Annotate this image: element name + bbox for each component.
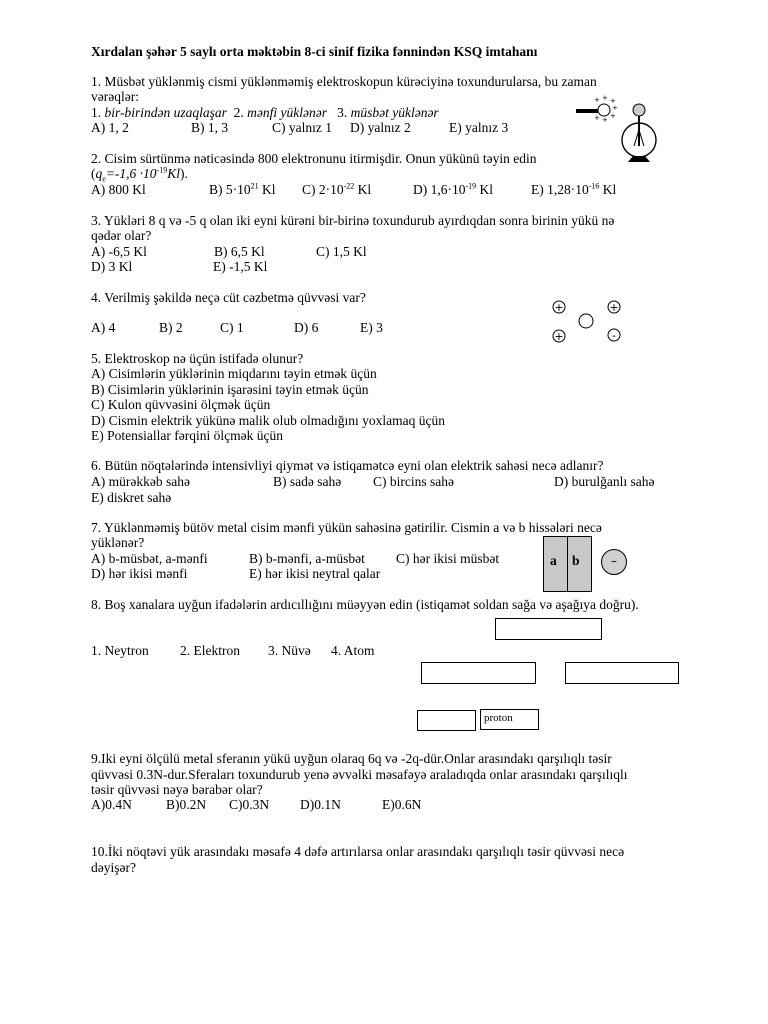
question-text: dəyişər? bbox=[91, 860, 136, 875]
electroscope-figure bbox=[572, 94, 662, 164]
question-text: 3. Yükləri 8 q və -5 q olan iki eyni kürəni bir-birinə toxundurub ayırdıqdan sonra birinin yükü nə bbox=[91, 213, 615, 228]
statement: bir-birindən uzaqlaşar bbox=[104, 105, 227, 120]
answer-option: B) b-mənfi, a-müsbət bbox=[249, 551, 365, 566]
divider-line bbox=[567, 537, 568, 591]
svg-text:+: + bbox=[602, 94, 608, 102]
statement-number: 1. bbox=[91, 105, 102, 120]
answer-option: D)0.1N bbox=[300, 797, 341, 812]
answer-option: A) b-müsbət, a-mənfi bbox=[91, 551, 208, 566]
question-text: qüvvəsi 0.3N-dur.Sferaları toxundurub yenə əvvəlki məsafəyə araladıqda onlar arasındakı qarşılıqlı bbox=[91, 767, 628, 782]
charged-rod bbox=[576, 109, 598, 113]
svg-text:+: + bbox=[602, 116, 608, 124]
charge-sign: – bbox=[611, 554, 617, 568]
charge-sign: + bbox=[554, 301, 564, 314]
answer-option: D) $1,6\cdot 10^{-19}$ Kl bbox=[413, 181, 494, 197]
svg-text:+: + bbox=[610, 97, 616, 105]
answer-option: D) 6 bbox=[294, 320, 319, 335]
answer-option: E) hər ikisi neytral qalar bbox=[249, 566, 381, 581]
question-text: təsir qüvvəsi nəyə bərabər olar? bbox=[91, 782, 263, 797]
charge-sign: - bbox=[612, 329, 616, 342]
electroscope-stand bbox=[628, 156, 650, 162]
answer-option: A) -6,5 Kl bbox=[91, 244, 147, 259]
given-value: $(q_e=-1,6 \cdot 10^{-19}Kl)$. bbox=[91, 165, 188, 184]
option-item: 4. Atom bbox=[331, 643, 375, 658]
question-text: qədər olar? bbox=[91, 228, 152, 243]
question-text: 5. Elektroskop nə üçün istifadə olunur? bbox=[91, 351, 304, 366]
answer-option: B) 6,5 Kl bbox=[214, 244, 265, 259]
answer-option: D) 3 Kl bbox=[91, 259, 133, 274]
proton-box bbox=[480, 709, 539, 730]
answer-option: C) hər ikisi müsbət bbox=[396, 551, 500, 566]
answer-option: E) 3 bbox=[360, 320, 383, 335]
answer-option: A) 800 Kl bbox=[91, 182, 146, 197]
answer-option: E) yalnız 3 bbox=[449, 120, 509, 135]
electroscope-ball bbox=[633, 104, 645, 116]
part-label-b: b bbox=[572, 553, 580, 568]
blank-box-bottom-left[interactable] bbox=[417, 710, 476, 731]
answer-option: C) 1,5 Kl bbox=[316, 244, 367, 259]
answer-option: C) 1 bbox=[220, 320, 244, 335]
option-item: 2. Elektron bbox=[180, 643, 240, 658]
answer-option: A) mürəkkəb sahə bbox=[91, 474, 190, 489]
answer-option: C) Kulon qüvvəsini ölçmək üçün bbox=[91, 397, 271, 412]
charge-sign: + bbox=[609, 301, 619, 314]
svg-text:+: + bbox=[594, 114, 600, 122]
answer-option: E)0.6N bbox=[382, 797, 422, 812]
option-item: 3. Nüvə bbox=[268, 643, 311, 658]
question-text: yüklənər? bbox=[91, 535, 145, 550]
answer-option: E) Potensiallar fərqini ölçmək üçün bbox=[91, 428, 283, 443]
option-item: 1. Neytron bbox=[91, 643, 149, 658]
answer-option: A) 1, 2 bbox=[91, 120, 129, 135]
answer-option: C) bircins sahə bbox=[373, 474, 454, 489]
question-text: 7. Yüklənməmiş bütöv metal cisim mənfi yükün sahəsinə gətirilir. Cismin a və b hissələri necə bbox=[91, 520, 602, 535]
question-text: 10.İki nöqtəvi yük arasındakı məsafə 4 dəfə artırılarsa onlar arasındakı qarşılıqlı təsir qüvvəsi necə bbox=[91, 844, 625, 859]
negative-charge bbox=[601, 549, 627, 575]
svg-text:+: + bbox=[594, 96, 600, 104]
question-text: 4. Verilmiş şəkildə neçə cüt cəzbetmə qüvvəsi var? bbox=[91, 290, 366, 305]
answer-option: B)0.2N bbox=[166, 797, 207, 812]
question-text: 1. Müsbət yüklənmiş cismi yüklənməmiş elektroskopun kürəciyinə toxundurularsa, bu zaman bbox=[91, 74, 597, 89]
charge-sign: + bbox=[554, 330, 564, 343]
answer-option: A) 4 bbox=[91, 320, 116, 335]
svg-text:+: + bbox=[610, 112, 616, 120]
answer-option: D) hər ikisi mənfi bbox=[91, 566, 188, 581]
answer-option: A) Cisimlərin yüklərinin miqdarını təyin etmək üçün bbox=[91, 366, 377, 381]
statement-number: 3. bbox=[337, 105, 348, 120]
statement: müsbət yüklənər bbox=[350, 105, 439, 120]
question-text: 2. Cisim sürtünmə nəticəsində 800 elektronunu itirmişdir. Onun yükünü təyin edin bbox=[91, 151, 537, 166]
page-title: Xırdalan şəhər 5 saylı orta məktəbin 8-ci sinif fizika fənnindən KSQ imtahanı bbox=[91, 44, 538, 59]
blank-box-top[interactable] bbox=[495, 618, 602, 640]
answer-option: B) sadə sahə bbox=[273, 474, 342, 489]
answer-option: A)0.4N bbox=[91, 797, 132, 812]
answer-option: D) Cismin elektrik yükünə malik olub olmadığını yoxlamaq üçün bbox=[91, 413, 445, 428]
question-text: 8. Boş xanalara uyğun ifadələrin ardıcıllığını müəyyən edin (istiqamət soldan sağa və aşağıya doğru). bbox=[91, 597, 639, 612]
statement-list bbox=[91, 105, 439, 120]
metal-body-figure bbox=[543, 536, 592, 592]
answer-option: C)0.3N bbox=[229, 797, 270, 812]
answer-option: D) burulğanlı sahə bbox=[554, 474, 655, 489]
question-text: 9.Iki eyni ölçülü metal sferanın yükü uyğun olaraq 6q və -2q-dür.Onlar arasındakı qarşılıqlı təsir bbox=[91, 751, 612, 766]
question-text: 6. Bütün nöqtələrində intensivliyi qiymət və istiqamətcə eyni olan elektrik sahəsi necə adlanır? bbox=[91, 458, 604, 473]
statement: mənfi yüklənər bbox=[247, 105, 327, 120]
statement-number: 2. bbox=[233, 105, 244, 120]
question-text: vərəqlər: bbox=[91, 89, 139, 104]
svg-text:+: + bbox=[612, 104, 618, 112]
answer-option: B) 2 bbox=[159, 320, 183, 335]
proton-label: proton bbox=[484, 712, 513, 724]
answer-option: C) $2\cdot 10^{-22}$ Kl bbox=[302, 181, 372, 197]
blank-box-middle-left[interactable] bbox=[421, 662, 536, 684]
answer-option: B) Cisimlərin yüklərinin işarəsini təyin etmək üçün bbox=[91, 382, 369, 397]
part-label-a: a bbox=[550, 553, 557, 568]
answer-option: E) diskret sahə bbox=[91, 490, 172, 505]
charge-circle bbox=[579, 314, 593, 328]
answer-option: C) yalnız 1 bbox=[272, 120, 332, 135]
answer-option: D) yalnız 2 bbox=[350, 120, 411, 135]
answer-option: B) 1, 3 bbox=[191, 120, 229, 135]
answer-option: B) $5\cdot 10^{21}$ Kl bbox=[209, 181, 276, 197]
blank-box-middle-right[interactable] bbox=[565, 662, 679, 684]
answer-option: E) -1,5 Kl bbox=[213, 259, 268, 274]
charges-figure bbox=[545, 296, 635, 348]
answer-option: E) $1,28\cdot 10^{-16}$ Kl bbox=[531, 181, 617, 197]
